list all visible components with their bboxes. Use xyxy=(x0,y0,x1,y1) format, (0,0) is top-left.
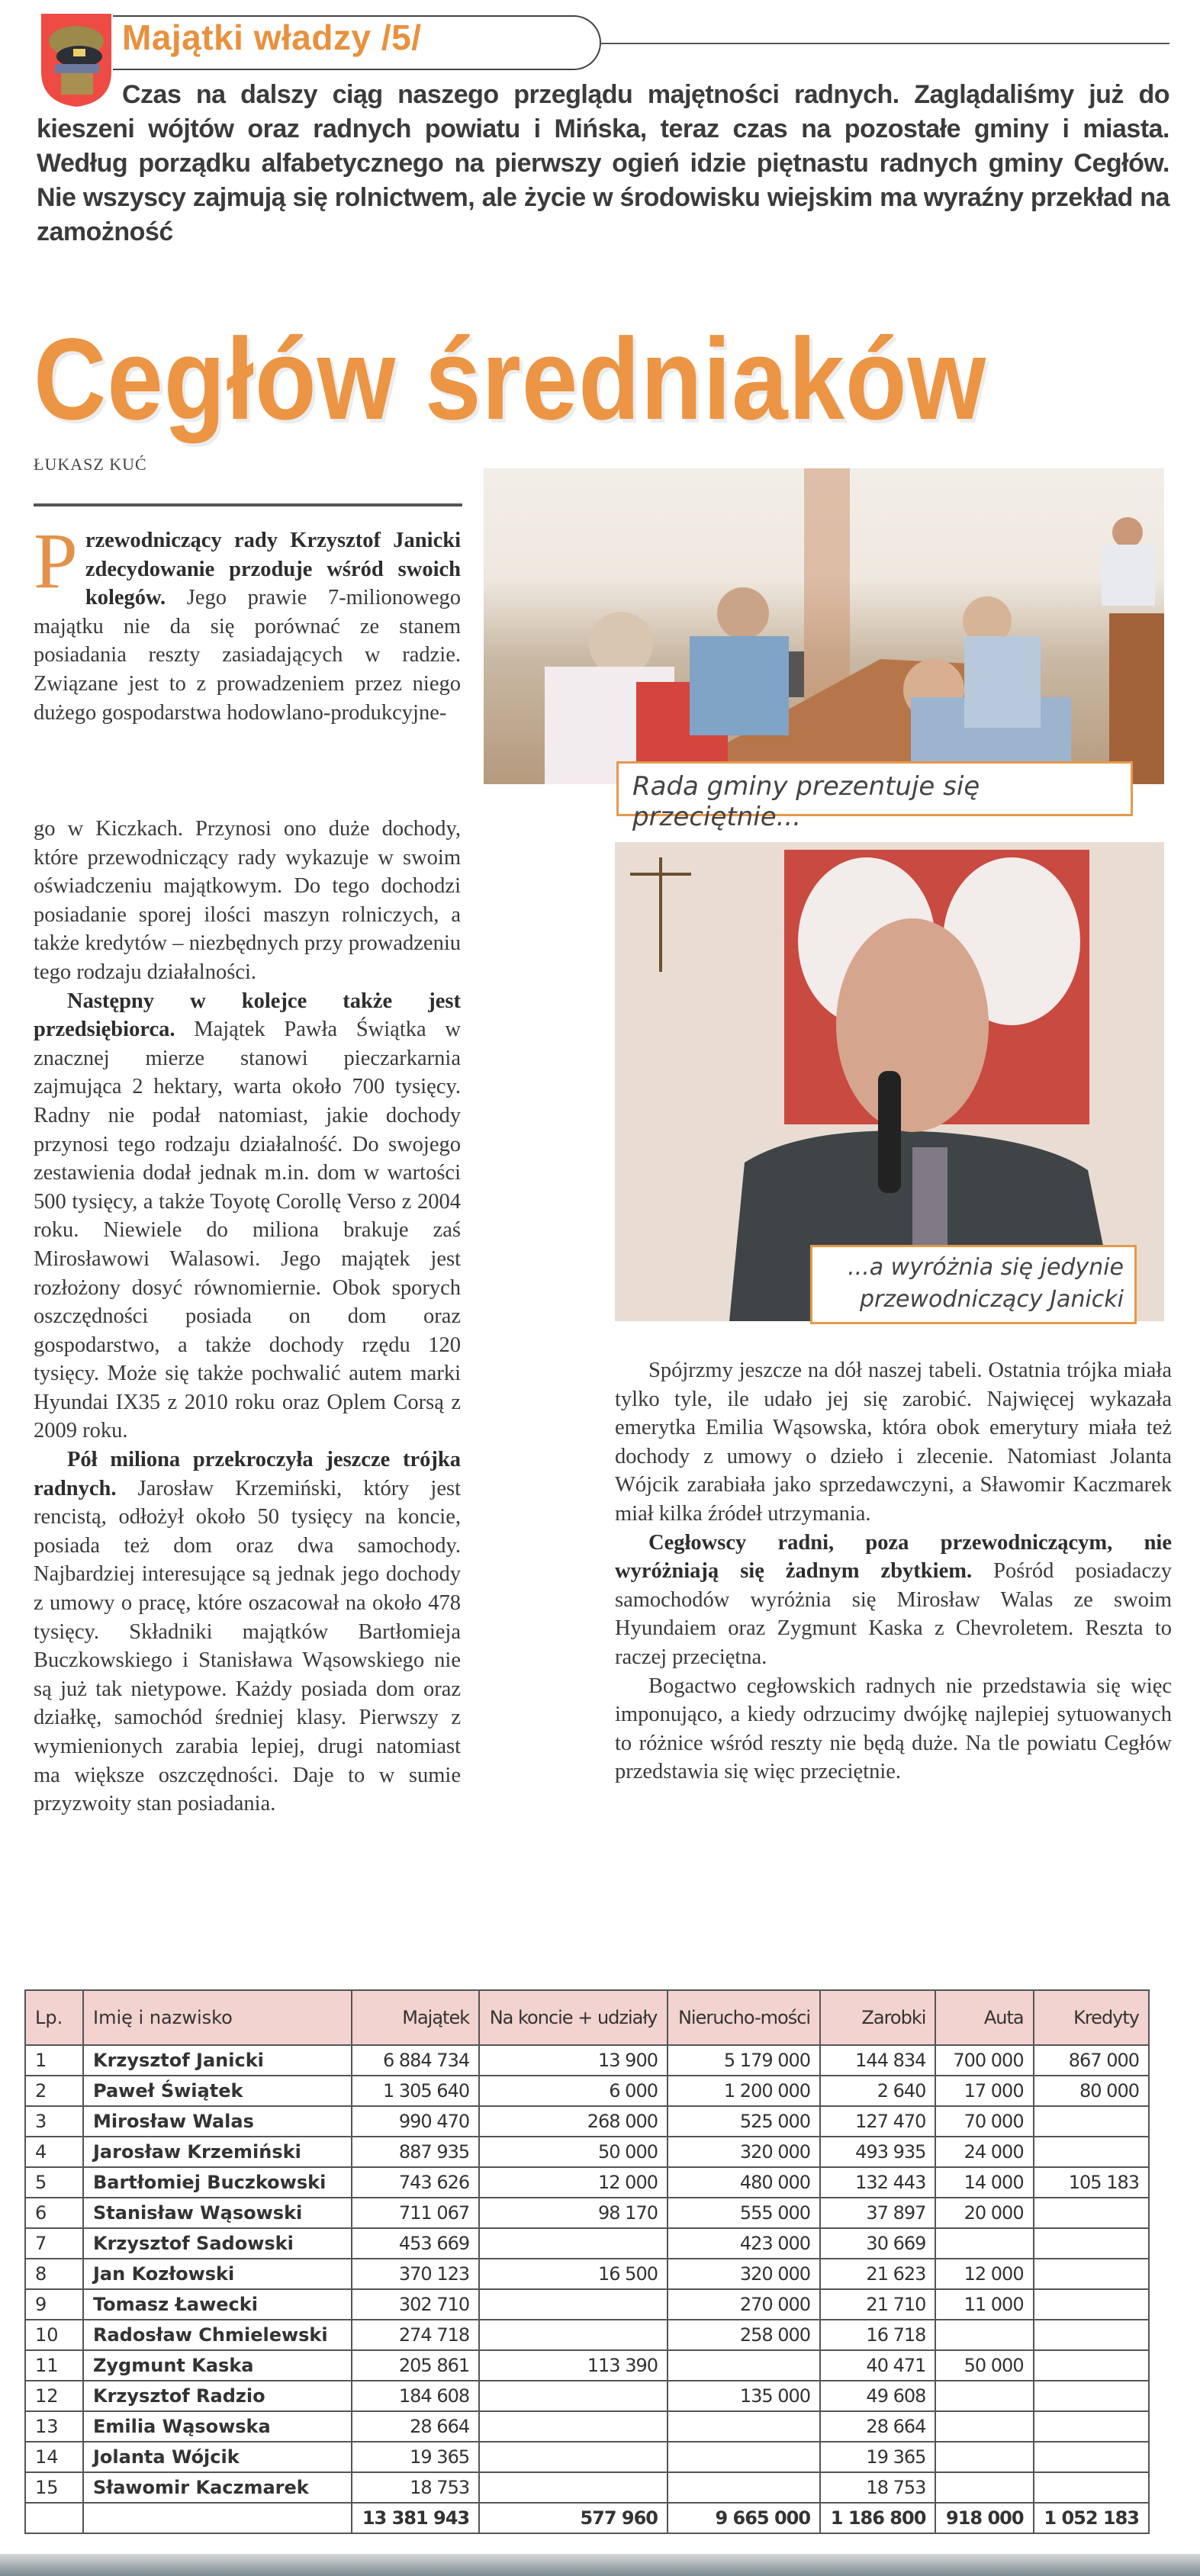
photo-caption: Rada gminy prezentuje się przeciętnie... xyxy=(616,761,1133,816)
column-header: Imię i nazwisko xyxy=(83,1990,352,2045)
table-cell: 274 718 xyxy=(352,2320,479,2350)
table-cell: 19 365 xyxy=(352,2442,479,2472)
table-row xyxy=(25,2167,1149,2198)
table-cell xyxy=(1034,2320,1149,2350)
table-cell: 17 000 xyxy=(935,2076,1033,2106)
table-cell xyxy=(935,2228,1033,2259)
table-cell: 887 935 xyxy=(352,2137,479,2167)
paragraph-text: go w Kiczkach. Przynosi ono duże dochody, które przewodniczący rady wykazuje w swoim oświadczeniu majątkowym. Do tego dochodzi posiadanie sporej ilości maszyn rolniczych, a także kredytów – niezbędnych przy prowadzeniu tego rodzaju działalności. xyxy=(34,817,461,984)
paragraph-text: Spójrzmy jeszcze na dół naszej tabeli. Ostatnia trójka miała tylko tyle, ile udało jej się zarobić. Najwięcej wykazała emerytka Emilia Wąsowska, która obok emerytury miała też dochody z umowy o dzieło i zlecenie. Natomiast Jolanta Wójcik zarabiała jako sprzedawczyni, a Sławomir Kaczmarek miał kilka źródeł utrzymania. xyxy=(615,1359,1172,1526)
drop-cap: P xyxy=(34,517,78,605)
table-row xyxy=(25,2381,1149,2411)
row-number: 15 xyxy=(25,2472,83,2503)
table-cell: 258 000 xyxy=(668,2320,820,2350)
column-header: Majątek xyxy=(352,1990,479,2045)
table-cell: 28 664 xyxy=(352,2411,479,2442)
table-cell: 18 753 xyxy=(820,2472,935,2503)
table-row xyxy=(25,2076,1149,2106)
table-cell: 525 000 xyxy=(668,2106,820,2137)
headline: Cegłów średniaków xyxy=(34,314,987,444)
table-cell: 19 365 xyxy=(820,2442,935,2472)
councillor-name: Paweł Świątek xyxy=(83,2076,352,2106)
councillor-name: Emilia Wąsowska xyxy=(83,2411,352,2442)
table-cell: 990 470 xyxy=(352,2106,479,2137)
table-cell xyxy=(1034,2228,1149,2259)
table-cell xyxy=(668,2442,820,2472)
councillor-name: Stanisław Wąsowski xyxy=(83,2198,352,2228)
table-cell xyxy=(1034,2137,1149,2167)
table-cell: 268 000 xyxy=(479,2106,668,2137)
table-cell: 480 000 xyxy=(668,2167,820,2198)
table-cell xyxy=(479,2411,668,2442)
table-cell: 50 000 xyxy=(479,2137,668,2167)
council-meeting-illustration xyxy=(484,468,1164,784)
councillor-name: Bartłomiej Buczkowski xyxy=(83,2167,352,2198)
table-cell: 49 608 xyxy=(820,2381,935,2411)
byline: ŁUKASZ KUĆ xyxy=(34,455,147,474)
table-cell xyxy=(1034,2411,1149,2442)
table-cell: 423 000 xyxy=(668,2228,820,2259)
table-cell: 21 623 xyxy=(820,2259,935,2289)
table-cell: 70 000 xyxy=(935,2106,1033,2137)
table-row xyxy=(25,2350,1149,2381)
table-cell: 98 170 xyxy=(479,2198,668,2228)
table-cell: 11 000 xyxy=(935,2289,1033,2320)
table-cell xyxy=(668,2411,820,2442)
table-cell: 18 753 xyxy=(352,2472,479,2503)
table-row xyxy=(25,2442,1149,2472)
table-cell xyxy=(1034,2198,1149,2228)
caption-line: ...a wyróżnia się jedynie xyxy=(848,1254,1124,1281)
table-cell: 14 000 xyxy=(935,2167,1033,2198)
section-kicker: Majątki władzy /5/ xyxy=(122,18,422,57)
table-cell xyxy=(1034,2472,1149,2503)
kicker-rule xyxy=(601,43,1169,44)
table-cell xyxy=(1034,2289,1149,2320)
table-row xyxy=(25,2472,1149,2503)
table-cell: 700 000 xyxy=(935,2045,1033,2076)
row-number: 6 xyxy=(25,2198,83,2228)
table-cell: 24 000 xyxy=(935,2137,1033,2167)
table-cell xyxy=(935,2442,1033,2472)
column-header: Zarobki xyxy=(820,1990,935,2045)
table-row xyxy=(25,2320,1149,2350)
total-cell: 1 052 183 xyxy=(1034,2503,1149,2533)
table-cell: 743 626 xyxy=(352,2167,479,2198)
row-number: 14 xyxy=(25,2442,83,2472)
table-row xyxy=(25,2259,1149,2289)
paragraph-text: Jarosław Krzemiński, który jest rencistą, odłożył około 50 tysięcy na koncie, posiada też dom oraz dwa samochody. Najbardziej interesujące są jednak jego dochody z umowy o pracę, które oszacował na około 478 tysięcy. Składniki majątków Bartłomieja Buczkowskiego i Stanisława Wąsowskiego nie są już tak nietypowe. Każdy posiada dom oraz działkę, samochód średniej klasy. Pierwszy z wymienionych zarabia lepiej, drugi natomiast ma większe oszczędności. Daje to w sumie przyzwoity stan posiadania. xyxy=(34,1476,461,1816)
paragraph-lead: Pół miliona przekroczyła jeszcze trójka radnych. xyxy=(34,1448,461,1500)
table-cell: 867 000 xyxy=(1034,2045,1149,2076)
table-cell: 16 500 xyxy=(479,2259,668,2289)
table-cell: 20 000 xyxy=(935,2198,1033,2228)
table-cell: 270 000 xyxy=(668,2289,820,2320)
paragraph-lead: Następny w kolejce także jest przedsiębiorca. xyxy=(34,989,461,1042)
paragraph-text: Majątek Pawła Świątka w znacznej mierze stanowi pieczarkarnia zajmująca 2 hektary, warta około 700 tysięcy. Radny nie podał natomiast, jakie dochody przynosi tego rodzaju działalność. Do swojego zestawienia dodał jednak m.in. dom w wartości 500 tysięcy, a także Toyotę Corollę Verso z 2004 roku. Niewiele do miliona brakuje zaś Mirosławowi Walasowi. Jego majątek jest rozłożony dosyć równomiernie. Obok sporych oszczędności posiada on dom oraz gospodarstwo, a także dochody rzędu 120 tysięcy. Może się także pochwalić autem marki Hyundai IX35 z 2010 roku oraz Oplem Corsą z 2009 roku. xyxy=(34,1018,461,1443)
councillor-name: Krzysztof Radzio xyxy=(83,2381,352,2411)
lead-paragraph: Czas na dalszy ciąg naszego przeglądu majętności radnych. Zaglądaliśmy już do kieszeni wójtów oraz radnych powiatu i Mińska, teraz czas na pozostałe gminy i miasta. Według porządku alfabetycznego na pierwszy ogień idzie piętnastu radnych gminy Cegłów. Nie wszyscy zajmują się rolnictwem, ale życie w środowisku wiejskim ma wyraźny przekład na zamożność xyxy=(37,80,1169,246)
caption-line: przewodniczący Janicki xyxy=(859,1286,1124,1313)
table-cell: 6 000 xyxy=(479,2076,668,2106)
row-number: 12 xyxy=(25,2381,83,2411)
table-cell: 40 471 xyxy=(820,2350,935,2381)
assets-table xyxy=(24,1989,1150,2534)
table-cell xyxy=(479,2320,668,2350)
article-paragraph xyxy=(615,1672,1172,1786)
byline-rule xyxy=(34,503,462,507)
table-cell: 302 710 xyxy=(352,2289,479,2320)
row-number: 1 xyxy=(25,2045,83,2076)
table-cell: 370 123 xyxy=(352,2259,479,2289)
table-cell: 1 305 640 xyxy=(352,2076,479,2106)
table-cell xyxy=(479,2442,668,2472)
table-cell: 493 935 xyxy=(820,2137,935,2167)
table-cell xyxy=(479,2472,668,2503)
table-row xyxy=(25,2045,1149,2076)
council-meeting-photo xyxy=(484,468,1164,784)
table-cell: 320 000 xyxy=(668,2259,820,2289)
table-header-row xyxy=(25,1990,1149,2045)
article-column-right xyxy=(615,1356,1172,1786)
article-paragraph xyxy=(615,1356,1172,1529)
article-paragraph xyxy=(34,1446,461,1819)
councillor-name: Krzysztof Janicki xyxy=(83,2045,352,2076)
table-cell xyxy=(1034,2259,1149,2289)
table-row xyxy=(25,2411,1149,2442)
table-cell: 184 608 xyxy=(352,2381,479,2411)
table-cell: 132 443 xyxy=(820,2167,935,2198)
row-number: 13 xyxy=(25,2411,83,2442)
row-number: 10 xyxy=(25,2320,83,2350)
councillor-name: Krzysztof Sadowski xyxy=(83,2228,352,2259)
councillor-name: Jan Kozłowski xyxy=(83,2259,352,2289)
table-row xyxy=(25,2137,1149,2167)
paragraph-lead: rzewodniczący rady Krzysztof Janicki zdecydowanie przoduje wśród swoich kolegów. xyxy=(85,529,461,610)
table-cell xyxy=(479,2289,668,2320)
table-totals-row xyxy=(25,2503,1149,2533)
table-cell: 1 200 000 xyxy=(668,2076,820,2106)
photo-caption xyxy=(810,1245,1137,1324)
councillor-name: Mirosław Walas xyxy=(83,2106,352,2137)
table-cell: 555 000 xyxy=(668,2198,820,2228)
table-cell xyxy=(935,2411,1033,2442)
row-number: 4 xyxy=(25,2137,83,2167)
total-cell: 577 960 xyxy=(479,2503,668,2533)
table-cell: 50 000 xyxy=(935,2350,1033,2381)
table-cell: 711 067 xyxy=(352,2198,479,2228)
table-cell: 16 718 xyxy=(820,2320,935,2350)
total-cell: 13 381 943 xyxy=(352,2503,479,2533)
article-paragraph xyxy=(615,1529,1172,1672)
table-cell: 21 710 xyxy=(820,2289,935,2320)
column-header: Nierucho-mości xyxy=(668,1990,820,2045)
total-cell: 918 000 xyxy=(935,2503,1033,2533)
table-cell: 13 900 xyxy=(479,2045,668,2076)
table-cell xyxy=(935,2472,1033,2503)
paragraph-lead: Cegłowscy radni, poza przewodniczącym, nie wyróżniają się żadnym zbytkiem. xyxy=(615,1530,1172,1584)
paragraph-text: Pośród posiadaczy samochodów wyróżnia się Mirosław Walas ze swoim Hyundaiem oraz Zygmunt Kaska z Chevroletem. Reszta to raczej przeciętna. xyxy=(615,1559,1173,1669)
table-cell: 6 884 734 xyxy=(352,2045,479,2076)
table-cell: 127 470 xyxy=(820,2106,935,2137)
table-cell: 113 390 xyxy=(479,2350,668,2381)
row-number: 9 xyxy=(25,2289,83,2320)
column-header: Na koncie + udziały xyxy=(479,1990,668,2045)
table-row xyxy=(25,2106,1149,2137)
row-number: 7 xyxy=(25,2228,83,2259)
table-cell xyxy=(1034,2350,1149,2381)
table-cell xyxy=(935,2320,1033,2350)
column-header: Kredyty xyxy=(1034,1990,1149,2045)
table-row xyxy=(25,2289,1149,2320)
table-cell xyxy=(668,2472,820,2503)
table-cell: 205 861 xyxy=(352,2350,479,2381)
article-paragraph xyxy=(34,517,461,727)
paragraph-text: Jego prawie 7-milionowego majątku nie da się porównać ze stanem posiadania reszty zasiadających w radzie. Związane jest to z prowadzeniem przez niego dużego gospodarstwa hodowlano-produkcyjne- xyxy=(34,586,461,725)
table-cell: 12 000 xyxy=(479,2167,668,2198)
table-cell xyxy=(25,2503,83,2533)
table-cell: 80 000 xyxy=(1034,2076,1149,2106)
table-cell xyxy=(479,2228,668,2259)
table-cell xyxy=(668,2350,820,2381)
table-cell xyxy=(479,2381,668,2411)
councillor-name: Sławomir Kaczmarek xyxy=(83,2472,352,2503)
row-number: 5 xyxy=(25,2167,83,2198)
table-cell xyxy=(1034,2381,1149,2411)
article-column-left xyxy=(34,517,461,727)
total-cell: 1 186 800 xyxy=(820,2503,935,2533)
table-cell: 2 640 xyxy=(820,2076,935,2106)
councillor-name: Zygmunt Kaska xyxy=(83,2350,352,2381)
table-cell xyxy=(935,2381,1033,2411)
table-cell: 135 000 xyxy=(668,2381,820,2411)
table-cell xyxy=(1034,2442,1149,2472)
column-header: Auta xyxy=(935,1990,1033,2045)
table-cell xyxy=(1034,2106,1149,2137)
table-cell: 30 669 xyxy=(820,2228,935,2259)
paragraph-text: Bogactwo cegłowskich radnych nie przedstawia się więc imponująco, a kiedy odrzucimy dwójkę najlepiej sytuowanych to różnice wśród reszty nie będą duże. Na tle powiatu Cegłów przedstawia się więc przeciętnie. xyxy=(615,1674,1172,1784)
table-row xyxy=(25,2228,1149,2259)
total-cell: 9 665 000 xyxy=(668,2503,820,2533)
scan-edge xyxy=(0,2554,1200,2576)
table-cell: 5 179 000 xyxy=(668,2045,820,2076)
table-cell: 28 664 xyxy=(820,2411,935,2442)
table-cell: 12 000 xyxy=(935,2259,1033,2289)
councillor-name: Jolanta Wójcik xyxy=(83,2442,352,2472)
councillor-name: Tomasz Ławecki xyxy=(83,2289,352,2320)
column-header: Lp. xyxy=(25,1990,83,2045)
councillor-name: Radosław Chmielewski xyxy=(83,2320,352,2350)
row-number: 8 xyxy=(25,2259,83,2289)
councillor-name: Jarosław Krzemiński xyxy=(83,2137,352,2167)
table-cell xyxy=(83,2503,352,2533)
table-cell: 37 897 xyxy=(820,2198,935,2228)
row-number: 2 xyxy=(25,2076,83,2106)
table-cell: 453 669 xyxy=(352,2228,479,2259)
article-paragraph xyxy=(34,815,461,987)
table-cell: 105 183 xyxy=(1034,2167,1149,2198)
row-number: 11 xyxy=(25,2350,83,2381)
article-paragraph xyxy=(34,987,461,1446)
table-cell: 144 834 xyxy=(820,2045,935,2076)
row-number: 3 xyxy=(25,2106,83,2137)
table-row xyxy=(25,2198,1149,2228)
table-cell: 320 000 xyxy=(668,2137,820,2167)
article-column-left-continued xyxy=(34,815,461,1819)
